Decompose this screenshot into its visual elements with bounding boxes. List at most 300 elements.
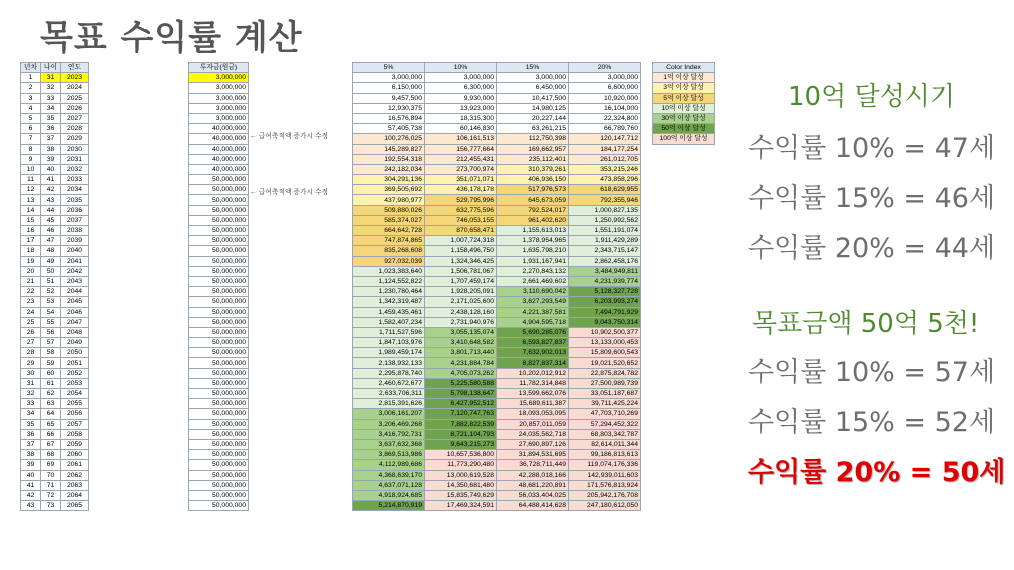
value-cell: 6,427,952,512 — [425, 399, 497, 409]
year-index-cell: 17 — [21, 236, 41, 246]
value-cell: 1,582,407,234 — [353, 317, 425, 327]
year-index-cell: 38 — [21, 450, 41, 460]
year-index-cell: 11 — [21, 175, 41, 185]
value-cell: 645,673,059 — [497, 195, 569, 205]
investment-cell: 50,000,000 — [189, 246, 249, 256]
table-row — [353, 307, 641, 317]
calendar-year-cell: 2037 — [61, 215, 89, 225]
investment-cell: 50,000,000 — [189, 175, 249, 185]
investment-cell: 3,000,000 — [189, 103, 249, 113]
table-row — [21, 226, 89, 236]
value-cell: 212,455,431 — [425, 154, 497, 164]
age-cell: 34 — [41, 103, 61, 113]
table-row — [189, 226, 249, 236]
color-index-row — [653, 73, 715, 83]
value-cell: 1,506,781,067 — [425, 266, 497, 276]
investment-cell: 50,000,000 — [189, 439, 249, 449]
value-cell: 436,178,178 — [425, 185, 497, 195]
value-cell: 19,021,520,652 — [569, 358, 641, 368]
value-cell: 16,576,894 — [353, 113, 425, 123]
investment-cell: 50,000,000 — [189, 287, 249, 297]
investment-cell: 50,000,000 — [189, 490, 249, 500]
year-index-cell: 33 — [21, 399, 41, 409]
value-cell: 11,782,314,848 — [497, 378, 569, 388]
value-cell: 3,627,293,549 — [497, 297, 569, 307]
table-row — [21, 195, 89, 205]
value-cell: 664,642,728 — [353, 226, 425, 236]
table-row — [353, 134, 641, 144]
age-cell: 72 — [41, 490, 61, 500]
investment-cell: 50,000,000 — [189, 480, 249, 490]
table-row — [189, 236, 249, 246]
value-cell: 1,928,205,091 — [425, 287, 497, 297]
calendar-year-cell: 2039 — [61, 236, 89, 246]
value-cell: 169,662,957 — [497, 144, 569, 154]
year-index-cell: 13 — [21, 195, 41, 205]
color-index-item: 30억 이상 달성 — [653, 113, 715, 123]
table-row — [353, 144, 641, 154]
value-cell: 473,858,296 — [569, 175, 641, 185]
value-cell: 353,215,246 — [569, 164, 641, 174]
value-cell: 22,875,824,782 — [569, 368, 641, 378]
table-row — [189, 480, 249, 490]
value-cell: 13,923,000 — [425, 103, 497, 113]
value-cell: 927,032,039 — [353, 256, 425, 266]
age-cell: 48 — [41, 246, 61, 256]
year-index-cell: 8 — [21, 144, 41, 154]
year-index-cell: 31 — [21, 378, 41, 388]
year-index-cell: 24 — [21, 307, 41, 317]
investment-cell: 50,000,000 — [189, 236, 249, 246]
value-cell: 3,801,713,440 — [425, 348, 497, 358]
table-row — [21, 205, 89, 215]
table-row — [21, 113, 89, 123]
calendar-year-cell: 2052 — [61, 368, 89, 378]
investment-cell: 50,000,000 — [189, 399, 249, 409]
table-row — [353, 317, 641, 327]
year-index-cell: 2 — [21, 83, 41, 93]
color-index-item: 50억 이상 달성 — [653, 124, 715, 134]
value-cell: 4,705,073,262 — [425, 368, 497, 378]
result-line: 수익률 10% = 57세 — [748, 357, 996, 388]
calendar-year-cell: 2047 — [61, 317, 89, 327]
color-index-row — [653, 83, 715, 93]
investment-cell: 3,000,000 — [189, 73, 249, 83]
investment-cell: 50,000,000 — [189, 195, 249, 205]
calendar-year-cell: 2044 — [61, 287, 89, 297]
value-cell: 145,289,827 — [353, 144, 425, 154]
value-cell: 7,494,791,929 — [569, 307, 641, 317]
value-cell: 112,750,398 — [497, 134, 569, 144]
value-cell: 1,989,459,174 — [353, 348, 425, 358]
investment-cell: 50,000,000 — [189, 338, 249, 348]
value-cell: 2,661,469,602 — [497, 276, 569, 286]
calendar-year-cell: 2043 — [61, 276, 89, 286]
table-row — [189, 317, 249, 327]
table-row — [21, 246, 89, 256]
table-row — [189, 246, 249, 256]
value-cell: 10,202,012,912 — [497, 368, 569, 378]
year-index-cell: 36 — [21, 429, 41, 439]
year-index-cell: 37 — [21, 439, 41, 449]
calendar-year-cell: 2062 — [61, 470, 89, 480]
result-line: 수익률 15% = 46세 — [748, 183, 996, 214]
value-cell: 18,315,300 — [425, 113, 497, 123]
investment-cell: 50,000,000 — [189, 378, 249, 388]
table-row — [189, 327, 249, 337]
value-cell: 1,250,992,562 — [569, 215, 641, 225]
value-cell: 6,203,993,274 — [569, 297, 641, 307]
table-row — [353, 83, 641, 93]
value-cell: 961,402,620 — [497, 215, 569, 225]
color-index-item: 100억 이상 달성 — [653, 134, 715, 144]
table-row — [189, 134, 249, 144]
value-cell: 304,291,136 — [353, 175, 425, 185]
table-row — [189, 287, 249, 297]
value-cell: 235,112,401 — [497, 154, 569, 164]
year-index-cell: 42 — [21, 490, 41, 500]
year-index-cell: 23 — [21, 297, 41, 307]
table-row — [189, 307, 249, 317]
investment-cell: 40,000,000 — [189, 154, 249, 164]
value-cell: 310,379,261 — [497, 164, 569, 174]
calendar-year-cell: 2026 — [61, 103, 89, 113]
calendar-year-cell: 2027 — [61, 113, 89, 123]
calendar-year-cell: 2048 — [61, 327, 89, 337]
table-row — [21, 236, 89, 246]
value-cell: 1,459,435,461 — [353, 307, 425, 317]
value-cell: 792,355,946 — [569, 195, 641, 205]
note-salary-increase: ← 급여축적액 증가시 수정 — [250, 133, 329, 140]
calendar-year-cell: 2054 — [61, 389, 89, 399]
value-cell: 4,904,595,718 — [497, 317, 569, 327]
year-index-cell: 27 — [21, 338, 41, 348]
table-row — [353, 164, 641, 174]
investment-table — [188, 62, 249, 511]
value-cell: 6,150,000 — [353, 83, 425, 93]
table-row — [353, 358, 641, 368]
table-row — [189, 501, 249, 511]
calendar-year-cell: 2036 — [61, 205, 89, 215]
table-row — [189, 368, 249, 378]
value-cell: 184,177,254 — [569, 144, 641, 154]
year-index-cell: 20 — [21, 266, 41, 276]
value-cell: 242,182,034 — [353, 164, 425, 174]
age-cell: 49 — [41, 256, 61, 266]
value-cell: 3,006,161,207 — [353, 409, 425, 419]
table-row — [353, 429, 641, 439]
value-cell: 7,882,822,539 — [425, 419, 497, 429]
calendar-year-cell: 2025 — [61, 93, 89, 103]
table-row — [189, 338, 249, 348]
color-index-row — [653, 134, 715, 144]
value-cell: 4,231,939,774 — [569, 276, 641, 286]
year-index-cell: 21 — [21, 276, 41, 286]
age-cell: 64 — [41, 409, 61, 419]
value-cell: 3,484,949,811 — [569, 266, 641, 276]
table-row — [21, 429, 89, 439]
table-row — [21, 399, 89, 409]
year-index-cell: 32 — [21, 389, 41, 399]
age-cell: 35 — [41, 113, 61, 123]
table-row — [189, 389, 249, 399]
value-cell: 1,000,827,135 — [569, 205, 641, 215]
value-cell: 369,505,692 — [353, 185, 425, 195]
table-row — [21, 317, 89, 327]
value-cell: 2,138,932,133 — [353, 358, 425, 368]
value-cell: 509,880,026 — [353, 205, 425, 215]
age-cell: 32 — [41, 83, 61, 93]
year-index-cell: 43 — [21, 501, 41, 511]
table-row — [353, 226, 641, 236]
value-cell: 56,033,404,025 — [497, 490, 569, 500]
year-index-cell: 18 — [21, 246, 41, 256]
investment-cell: 50,000,000 — [189, 409, 249, 419]
value-cell: 1,711,527,596 — [353, 327, 425, 337]
age-cell: 50 — [41, 266, 61, 276]
age-cell: 63 — [41, 399, 61, 409]
table-row — [189, 103, 249, 113]
calendar-year-cell: 2045 — [61, 297, 89, 307]
value-cell: 20,857,011,059 — [497, 419, 569, 429]
calendar-year-cell: 2058 — [61, 429, 89, 439]
returns-table — [352, 62, 641, 511]
value-cell: 39,711,425,224 — [569, 399, 641, 409]
value-cell: 205,942,176,708 — [569, 490, 641, 500]
table-row — [189, 93, 249, 103]
value-cell: 1,124,552,822 — [353, 276, 425, 286]
investment-cell: 50,000,000 — [189, 419, 249, 429]
color-index-row — [653, 103, 715, 113]
value-cell: 63,261,215 — [497, 124, 569, 134]
color-index-header: Color Index — [653, 63, 715, 73]
value-cell: 15,689,611,387 — [497, 399, 569, 409]
value-cell: 10,902,500,377 — [569, 327, 641, 337]
table-row — [189, 490, 249, 500]
age-cell: 67 — [41, 439, 61, 449]
table-row — [353, 338, 641, 348]
calendar-year-cell: 2042 — [61, 266, 89, 276]
table-row — [189, 276, 249, 286]
age-cell: 51 — [41, 276, 61, 286]
year-age-table — [20, 62, 89, 511]
header-calendar-year: 연도 — [61, 63, 89, 73]
age-cell: 37 — [41, 134, 61, 144]
table-row — [189, 460, 249, 470]
table-row — [353, 154, 641, 164]
calendar-year-cell: 2031 — [61, 154, 89, 164]
value-cell: 2,460,672,677 — [353, 378, 425, 388]
value-cell: 1,342,319,487 — [353, 297, 425, 307]
value-cell: 437,980,977 — [353, 195, 425, 205]
value-cell: 3,869,513,986 — [353, 450, 425, 460]
year-index-cell: 28 — [21, 348, 41, 358]
age-cell: 56 — [41, 327, 61, 337]
value-cell: 1,707,459,174 — [425, 276, 497, 286]
value-cell: 3,206,469,268 — [353, 419, 425, 429]
table-row — [353, 490, 641, 500]
calendar-year-cell: 2050 — [61, 348, 89, 358]
color-index-item: 1억 이상 달성 — [653, 73, 715, 83]
value-cell: 5,798,138,647 — [425, 389, 497, 399]
age-cell: 68 — [41, 450, 61, 460]
value-cell: 1,007,724,318 — [425, 236, 497, 246]
investment-cell: 50,000,000 — [189, 358, 249, 368]
year-index-cell: 41 — [21, 480, 41, 490]
value-cell: 1,847,103,976 — [353, 338, 425, 348]
table-row — [21, 490, 89, 500]
table-row — [189, 215, 249, 225]
table-row — [21, 460, 89, 470]
table-row — [21, 266, 89, 276]
value-cell: 48,681,220,891 — [497, 480, 569, 490]
table-row — [189, 144, 249, 154]
age-cell: 36 — [41, 124, 61, 134]
table-row — [21, 215, 89, 225]
investment-cell: 40,000,000 — [189, 134, 249, 144]
value-cell: 82,614,011,344 — [569, 439, 641, 449]
table-row — [353, 348, 641, 358]
calendar-year-cell: 2032 — [61, 164, 89, 174]
investment-cell: 40,000,000 — [189, 144, 249, 154]
value-cell: 20,227,144 — [497, 113, 569, 123]
table-row — [353, 93, 641, 103]
table-row — [189, 266, 249, 276]
value-cell: 1,158,496,750 — [425, 246, 497, 256]
value-cell: 6,593,827,837 — [497, 338, 569, 348]
table-row — [353, 368, 641, 378]
table-row — [353, 501, 641, 511]
value-cell: 5,214,870,919 — [353, 501, 425, 511]
year-index-cell: 14 — [21, 205, 41, 215]
color-index-row — [653, 93, 715, 103]
value-cell: 3,000,000 — [569, 73, 641, 83]
table-row — [21, 480, 89, 490]
table-row — [21, 134, 89, 144]
table-row — [189, 83, 249, 93]
year-index-cell: 19 — [21, 256, 41, 266]
age-cell: 43 — [41, 195, 61, 205]
value-cell: 9,457,500 — [353, 93, 425, 103]
table-row — [189, 73, 249, 83]
table-row — [21, 338, 89, 348]
value-cell: 3,110,690,042 — [497, 287, 569, 297]
table-row — [189, 154, 249, 164]
table-row — [21, 297, 89, 307]
value-cell: 33,051,187,687 — [569, 389, 641, 399]
calendar-year-cell: 2049 — [61, 338, 89, 348]
value-cell: 15,809,600,543 — [569, 348, 641, 358]
year-index-cell: 7 — [21, 134, 41, 144]
age-cell: 41 — [41, 175, 61, 185]
age-cell: 44 — [41, 205, 61, 215]
value-cell: 4,918,924,685 — [353, 490, 425, 500]
table-row — [353, 215, 641, 225]
calendar-year-cell: 2035 — [61, 195, 89, 205]
page-title: 목표 수익률 계산 — [40, 18, 303, 58]
result-line: 수익률 20% = 44세 — [748, 233, 996, 264]
table-row — [353, 266, 641, 276]
value-cell: 31,894,531,695 — [497, 450, 569, 460]
age-cell: 59 — [41, 358, 61, 368]
table-row — [353, 236, 641, 246]
value-cell: 3,000,000 — [497, 73, 569, 83]
age-cell: 69 — [41, 460, 61, 470]
calendar-year-cell: 2029 — [61, 134, 89, 144]
value-cell: 106,161,513 — [425, 134, 497, 144]
table-row — [21, 73, 89, 83]
year-index-cell: 6 — [21, 124, 41, 134]
year-index-cell: 30 — [21, 368, 41, 378]
value-cell: 64,488,414,628 — [497, 501, 569, 511]
value-cell: 192,554,318 — [353, 154, 425, 164]
table-row — [353, 103, 641, 113]
value-cell: 5,128,327,728 — [569, 287, 641, 297]
value-cell: 632,775,596 — [425, 205, 497, 215]
age-cell: 42 — [41, 185, 61, 195]
investment-cell: 50,000,000 — [189, 205, 249, 215]
table-row — [353, 73, 641, 83]
investment-cell: 3,000,000 — [189, 113, 249, 123]
calendar-year-cell: 2056 — [61, 409, 89, 419]
table-row — [21, 276, 89, 286]
table-row — [21, 175, 89, 185]
value-cell: 99,186,813,613 — [569, 450, 641, 460]
calendar-year-cell: 2064 — [61, 490, 89, 500]
value-cell: 5,690,285,076 — [497, 327, 569, 337]
result-line: 수익률 10% = 47세 — [748, 133, 996, 164]
investment-cell: 50,000,000 — [189, 307, 249, 317]
value-cell: 15,835,749,629 — [425, 490, 497, 500]
value-cell: 3,000,000 — [425, 73, 497, 83]
goal-heading-5b: 목표금액 50억 5천! — [752, 309, 980, 339]
value-cell: 10,920,000 — [569, 93, 641, 103]
value-cell: 5,225,580,588 — [425, 378, 497, 388]
table-row — [353, 205, 641, 215]
header-investment: 투자금(원금) — [189, 63, 249, 73]
header-rate-15: 15% — [497, 63, 569, 73]
table-row — [21, 256, 89, 266]
value-cell: 1,911,429,289 — [569, 236, 641, 246]
age-cell: 54 — [41, 307, 61, 317]
value-cell: 2,862,458,176 — [569, 256, 641, 266]
table-row — [189, 470, 249, 480]
table-row — [189, 419, 249, 429]
color-index-row — [653, 124, 715, 134]
value-cell: 1,324,346,425 — [425, 256, 497, 266]
table-row — [21, 450, 89, 460]
value-cell: 66,789,760 — [569, 124, 641, 134]
calendar-year-cell: 2065 — [61, 501, 89, 511]
value-cell: 2,270,843,132 — [497, 266, 569, 276]
table-row — [21, 389, 89, 399]
calendar-year-cell: 2041 — [61, 256, 89, 266]
age-cell: 33 — [41, 93, 61, 103]
value-cell: 1,155,613,013 — [497, 226, 569, 236]
table-row — [353, 378, 641, 388]
year-index-cell: 12 — [21, 185, 41, 195]
investment-cell: 50,000,000 — [189, 501, 249, 511]
table-row — [189, 113, 249, 123]
table-row — [353, 409, 641, 419]
value-cell: 247,180,612,050 — [569, 501, 641, 511]
investment-cell: 50,000,000 — [189, 317, 249, 327]
result-line-highlight: 수익률 20% = 50세 — [748, 457, 1006, 488]
value-cell: 9,930,000 — [425, 93, 497, 103]
value-cell: 119,074,176,336 — [569, 460, 641, 470]
value-cell: 68,803,342,787 — [569, 429, 641, 439]
age-cell: 65 — [41, 419, 61, 429]
